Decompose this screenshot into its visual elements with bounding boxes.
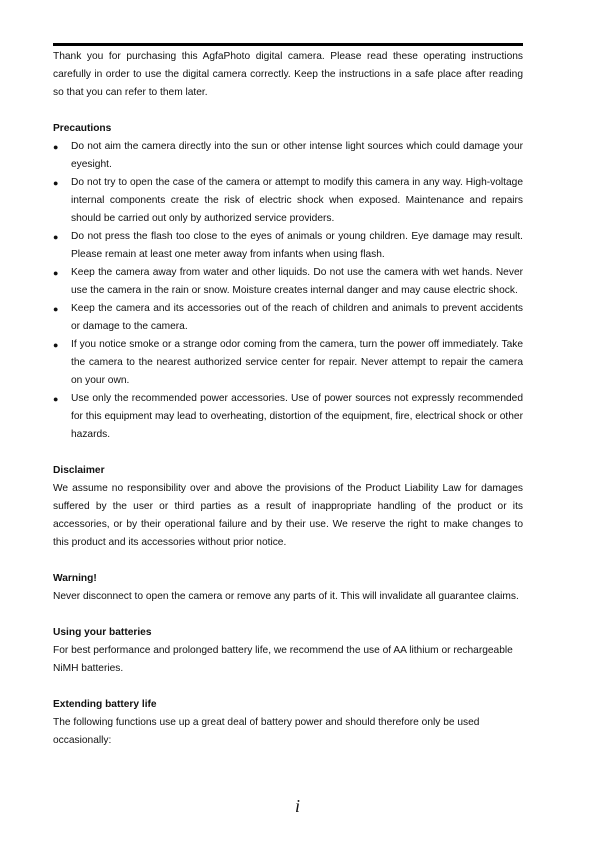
disclaimer-section (53, 462, 523, 552)
list-item (53, 300, 523, 336)
warning-section (53, 570, 523, 606)
list-item (53, 228, 523, 264)
list-item (53, 174, 523, 228)
intro-paragraph: Thank you for purchasing this AgfaPhoto digital camera. Please read these operating instructions carefully in order to use the digital camera correctly. Keep the instructions in a safe place after reading so that you can refer to them later. (53, 51, 523, 98)
list-item (53, 336, 523, 390)
disclaimer-text: We assume no responsibility over and above the provisions of the Product Liability Law for damages suffered by the user or third parties as a result of inappropriate handling of the product or its accessories, or by their operational failure and by their use. We reserve the right to make changes to this product and its accessories without prior notice. (53, 483, 523, 548)
header-rule (53, 43, 523, 46)
list-item (53, 264, 523, 300)
document-body (53, 48, 523, 768)
bullet-icon: ● (53, 178, 59, 188)
list-item-text: Keep the camera and its accessories out of the reach of children and animals to prevent accidents or damage to the camera. (71, 303, 523, 332)
warning-heading: Warning! (53, 573, 97, 584)
warning-text: Never disconnect to open the camera or remove any parts of it. This will invalidate all guarantee claims. (53, 591, 519, 602)
batteries-text: For best performance and prolonged battery life, we recommend the use of AA lithium or rechargeable NiMH batteries. (53, 645, 513, 674)
list-item-text: Do not press the flash too close to the eyes of animals or young children. Eye damage may result. Please remain at least one meter away from infants when using flash. (71, 231, 523, 260)
batteries-heading: Using your batteries (53, 627, 152, 638)
list-item-text: Do not aim the camera directly into the sun or other intense light sources which could damage your eyesight. (71, 141, 523, 170)
list-item-text: Do not try to open the case of the camera or attempt to modify this camera in any way. High-voltage internal components create the risk of electric shock when exposed. Maintenance and repairs should be carried out only by authorized service providers. (71, 177, 523, 224)
bullet-icon: ● (53, 268, 59, 278)
disclaimer-heading: Disclaimer (53, 465, 105, 476)
list-item (53, 138, 523, 174)
list-item (53, 390, 523, 444)
batteries-section (53, 624, 523, 678)
bullet-icon: ● (53, 304, 59, 314)
bullet-icon: ● (53, 232, 59, 242)
extending-battery-heading: Extending battery life (53, 699, 157, 710)
extending-battery-section (53, 696, 523, 750)
page-number: i (294, 796, 300, 816)
precautions-list (53, 138, 523, 444)
bullet-icon: ● (53, 340, 59, 350)
extending-battery-text: The following functions use up a great deal of battery power and should therefore only be used occasionally: (53, 717, 480, 746)
precautions-section (53, 120, 523, 444)
list-item-text: Keep the camera away from water and other liquids. Do not use the camera with wet hands. Never use the camera in the rain or snow. Moisture creates internal danger and may cause electric shock. (71, 267, 523, 296)
list-item-text: Use only the recommended power accessories. Use of power sources not expressly recommended for this equipment may lead to overheating, distortion of the equipment, fire, electrical shock or other hazards. (71, 393, 523, 440)
precautions-heading: Precautions (53, 123, 112, 134)
list-item-text: If you notice smoke or a strange odor coming from the camera, turn the power off immediately. Take the camera to the nearest authorized service center for repair. Never attempt to repair the camera on your own. (71, 339, 523, 386)
bullet-icon: ● (53, 142, 59, 152)
bullet-icon: ● (53, 394, 59, 404)
